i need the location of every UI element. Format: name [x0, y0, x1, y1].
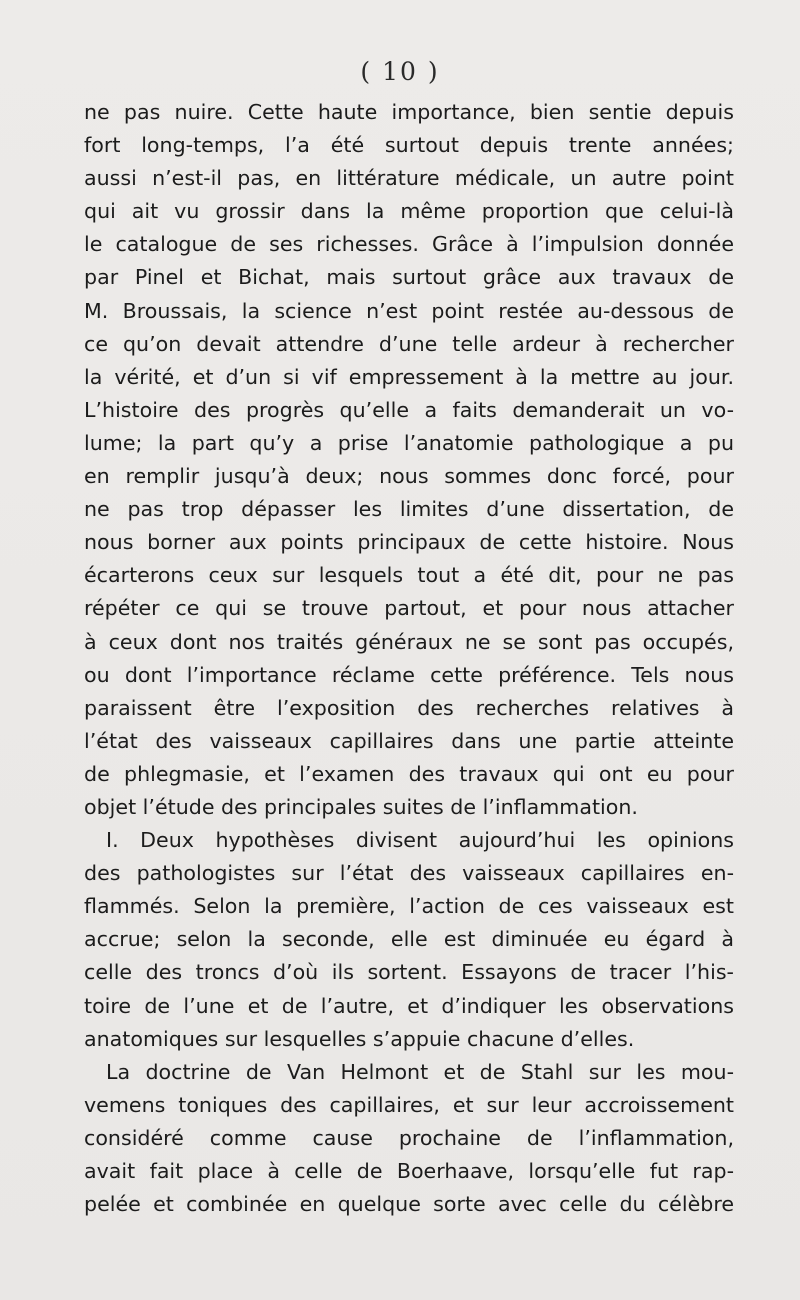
text-line: lume; la part qu’y a prise l’anatomie pathologique a pu — [84, 430, 734, 455]
text-line: toire de l’une et de l’autre, et d’indiquer les observations — [84, 993, 734, 1018]
text-line: considéré comme cause prochaine de l’inflammation, — [84, 1125, 734, 1150]
text-line: flammés. Selon la première, l’action de ces vaisseaux est — [84, 894, 734, 919]
body-text — [84, 96, 734, 1221]
text-line: ne pas nuire. Cette haute importance, bien sentie depuis — [84, 100, 734, 124]
text-line: vemens toniques des capillaires, et sur leur accroissement — [84, 1092, 734, 1117]
text-line: accrue; selon la seconde, elle est diminuée eu égard à — [84, 927, 734, 952]
text-line: fort long-temps, l’a été surtout depuis trente années; — [84, 133, 734, 158]
text-line: la vérité, et d’un si vif empressement à la mettre au jour. — [84, 364, 734, 389]
text-line: nous borner aux points principaux de cette histoire. Nous — [84, 530, 734, 555]
text-line: avait fait place à celle de Boerhaave, lorsqu’elle fut rap- — [84, 1159, 734, 1183]
text-line: par Pinel et Bichat, mais surtout grâce aux travaux de — [84, 265, 734, 290]
text-line: ce qu’on devait attendre d’une telle ardeur à rechercher — [84, 331, 734, 356]
text-line: à ceux dont nos traités généraux ne se sont pas occupés, — [84, 629, 734, 654]
text-line: de phlegmasie, et l’examen des travaux qui ont eu pour — [84, 761, 734, 786]
text-line: en remplir jusqu’à deux; nous sommes donc forcé, pour — [84, 464, 734, 489]
text-line: écarterons ceux sur lesquels tout a été dit, pour ne pas — [84, 563, 734, 588]
page-number: ( 10 ) — [360, 57, 440, 86]
text-line: des pathologistes sur l’état des vaisseaux capillaires en- — [84, 861, 734, 886]
text-line: l’état des vaisseaux capillaires dans une partie atteinte — [84, 728, 734, 753]
text-line: le catalogue de ses richesses. Grâce à l’impulsion donnée — [84, 232, 734, 257]
text-line: ou dont l’importance réclame cette préférence. Tels nous — [84, 662, 734, 687]
text-line: I. Deux hypothèses divisent aujourd’hui les opinions — [106, 828, 734, 853]
text-line: objet l’étude des principales suites de l’inflammation. — [84, 794, 638, 819]
text-line: La doctrine de Van Helmont et de Stahl sur les mou- — [106, 1059, 734, 1084]
text-line: L’histoire des progrès qu’elle a faits demanderait un vo- — [84, 397, 734, 422]
text-line: aussi n’est-il pas, en littérature médicale, un autre point — [84, 166, 734, 191]
text-line: pelée et combinée en quelque sorte avec celle du célèbre — [84, 1192, 734, 1217]
text-line: ne pas trop dépasser les limites d’une dissertation, de — [84, 497, 734, 522]
text-line: paraissent être l’exposition des recherches relatives à — [84, 695, 734, 720]
text-line: répéter ce qui se trouve partout, et pour nous attacher — [84, 596, 734, 621]
text-line: qui ait vu grossir dans la même proportion que celui-là — [84, 199, 734, 224]
text-line: M. Broussais, la science n’est point restée au-dessous de — [84, 298, 734, 323]
text-line: celle des troncs d’où ils sortent. Essayons de tracer l’his- — [84, 960, 734, 985]
text-line: anatomiques sur lesquelles s’appuie chacune d’elles. — [84, 1026, 635, 1051]
